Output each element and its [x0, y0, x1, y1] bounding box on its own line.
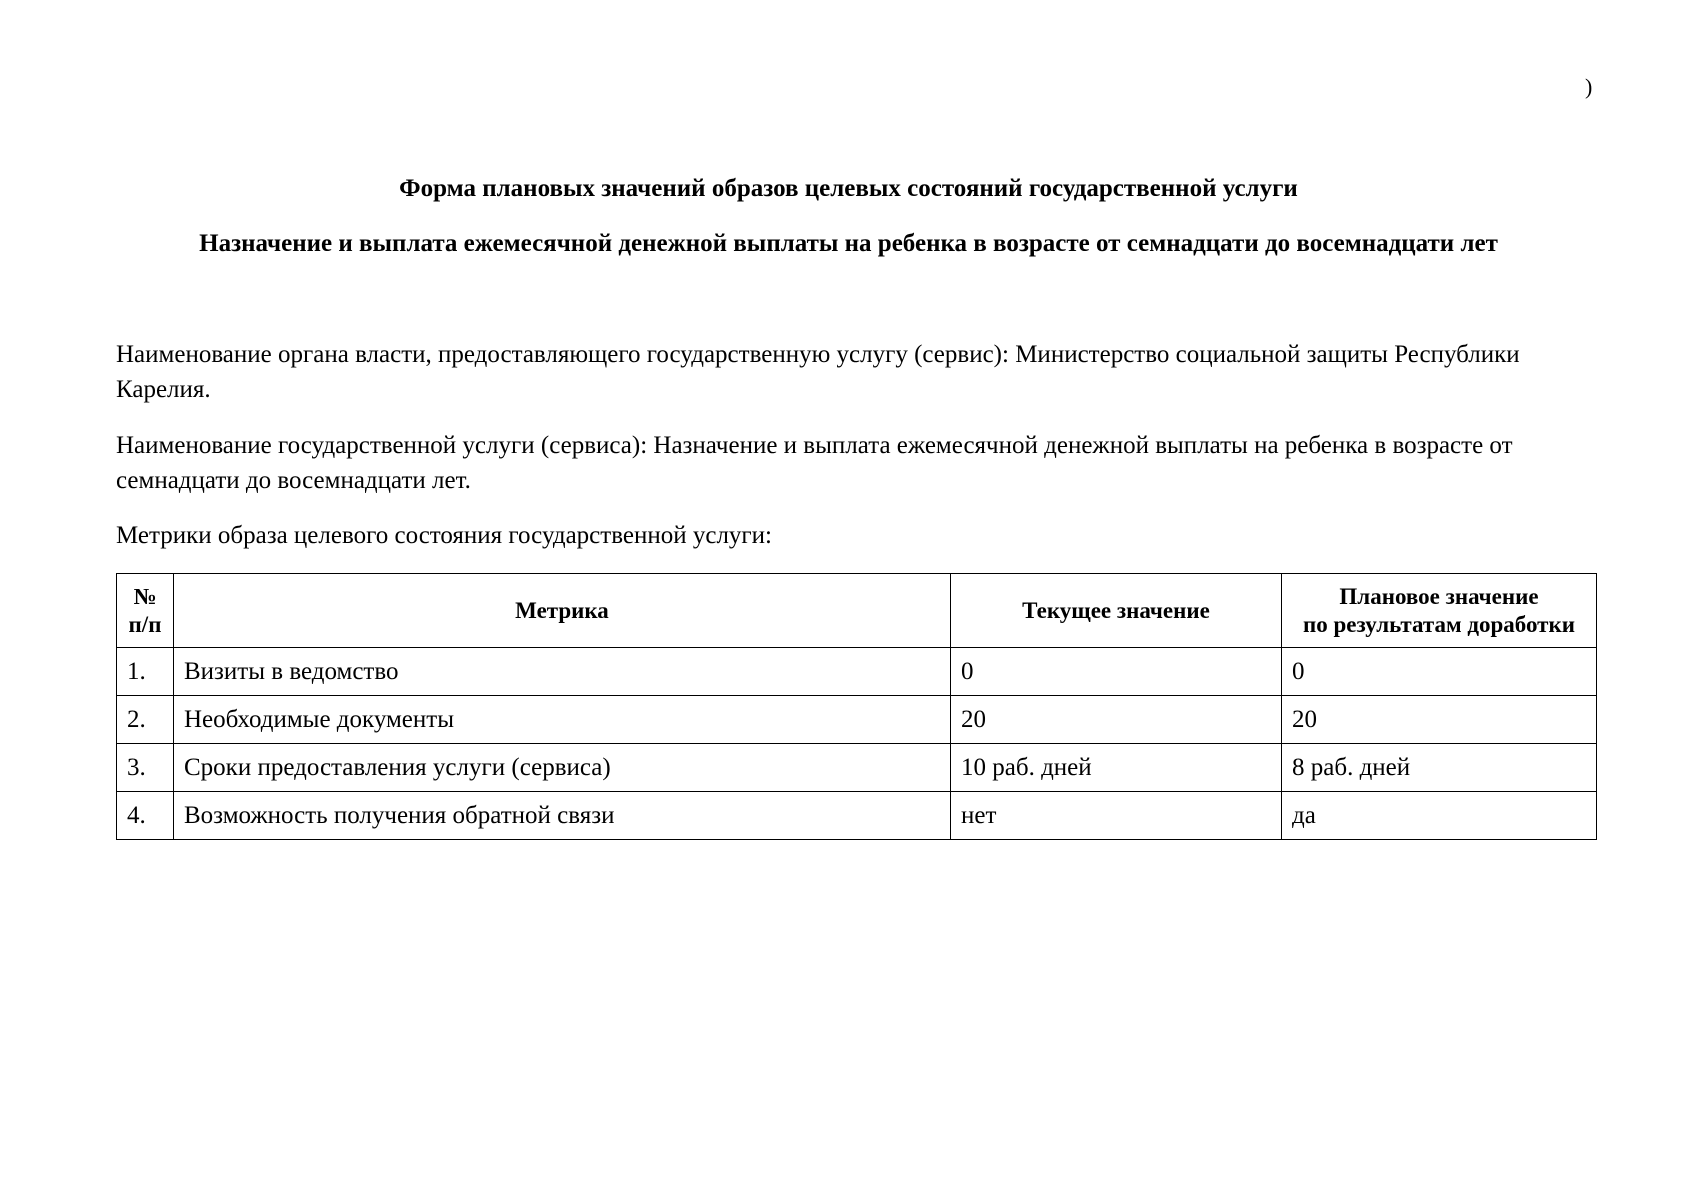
- cell-current-value: нет: [951, 792, 1282, 840]
- table-row: [117, 648, 1597, 696]
- cell-number: 3.: [117, 744, 174, 792]
- header-planned-line2: по результатам доработки: [1303, 611, 1575, 637]
- cell-number: 4.: [117, 792, 174, 840]
- cell-metric: Возможность получения обратной связи: [174, 792, 951, 840]
- header-planned-line1: Плановое значение: [1339, 583, 1539, 609]
- cell-number: 1.: [117, 648, 174, 696]
- cell-metric: Визиты в ведомство: [174, 648, 951, 696]
- cell-planned-value: 0: [1282, 648, 1597, 696]
- header-current-value: Текущее значение: [951, 574, 1282, 648]
- cell-planned-value: 8 раб. дней: [1282, 744, 1597, 792]
- cell-current-value: 20: [951, 696, 1282, 744]
- header-number: [117, 574, 174, 648]
- header-planned-value: [1282, 574, 1597, 648]
- cell-current-value: 0: [951, 648, 1282, 696]
- metrics-intro-paragraph: Метрики образа целевого состояния государственной услуги:: [116, 522, 772, 549]
- table-row: [117, 792, 1597, 840]
- page-corner-mark: ): [1585, 74, 1593, 99]
- document-subtitle: Назначение и выплата ежемесячной денежной выплаты на ребенка в возрасте от семнадцати до восемнадцати лет: [199, 230, 1498, 257]
- authority-paragraph: Наименование органа власти, предоставляющего государственную услугу (сервис): Министерство социальной защиты Республики Карелия.: [116, 341, 1520, 403]
- cell-metric: Сроки предоставления услуги (сервиса): [174, 744, 951, 792]
- metrics-table: [116, 573, 1597, 840]
- cell-metric: Необходимые документы: [174, 696, 951, 744]
- cell-planned-value: да: [1282, 792, 1597, 840]
- table-row: [117, 744, 1597, 792]
- cell-number: 2.: [117, 696, 174, 744]
- document-title: Форма плановых значений образов целевых состояний государственной услуги: [399, 175, 1298, 202]
- table-header-row: [117, 574, 1597, 648]
- cell-planned-value: 20: [1282, 696, 1597, 744]
- table-row: [117, 696, 1597, 744]
- header-number-line2: п/п: [128, 611, 162, 637]
- header-number-line1: №: [133, 583, 157, 609]
- header-metric: Метрика: [174, 574, 951, 648]
- cell-current-value: 10 раб. дней: [951, 744, 1282, 792]
- service-name-paragraph: Наименование государственной услуги (сервиса): Назначение и выплата ежемесячной денежной выплаты на ребенка в возрасте от семнадцати до восемнадцати лет.: [116, 432, 1513, 494]
